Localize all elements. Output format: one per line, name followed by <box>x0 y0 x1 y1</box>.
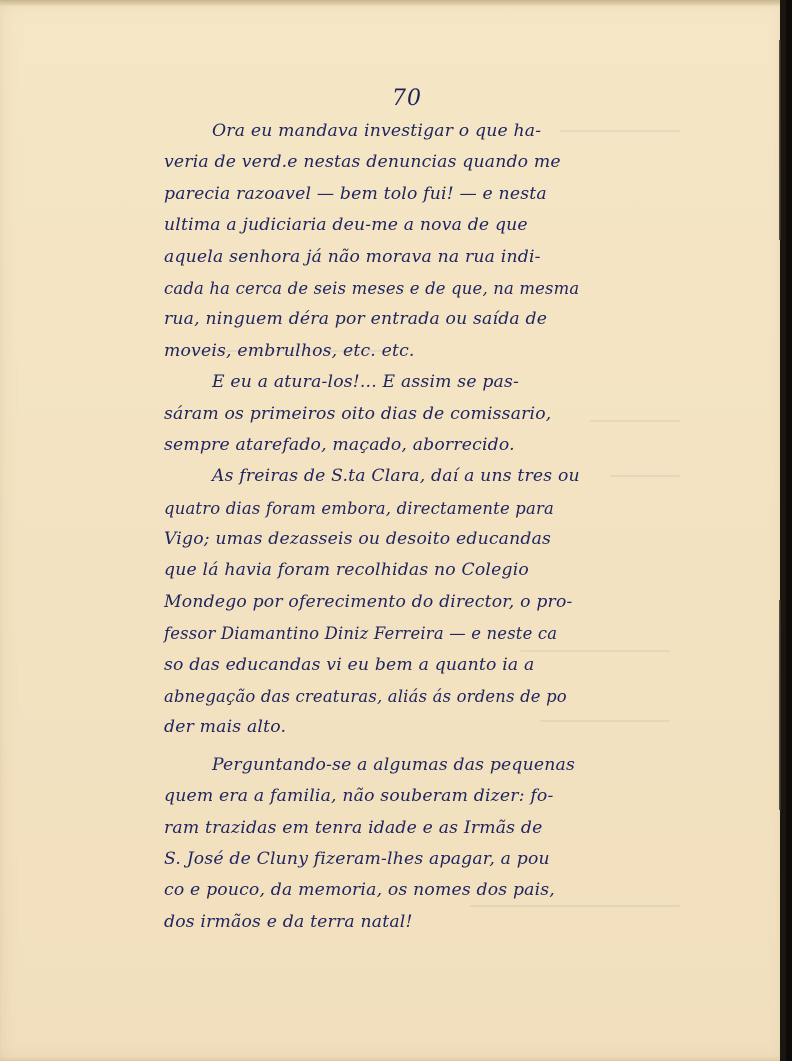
text-line: parecia razoavel — bem tolo fui! — e nesta <box>164 183 547 204</box>
text-line: E eu a atura-los!... E assim se pas- <box>212 372 520 393</box>
text-line: fessor Diamantino Diniz Ferreira — e neste ca <box>164 624 558 644</box>
text-line: S. José de Cluny fizeram-lhes apagar, a pou <box>164 848 550 869</box>
text-line: quatro dias foram embora, directamente para <box>164 498 554 518</box>
text-line: quem era a familia, não souberam dizer: fo- <box>164 786 554 807</box>
text-line: ultima a judiciaria deu-me a nova de que <box>164 215 528 236</box>
text-line: dos irmãos e da terra natal! <box>164 911 413 932</box>
text-line: Vigo; umas dezasseis ou desoito educandas <box>164 529 552 550</box>
text-line: sáram os primeiros oito dias de comissario, <box>164 403 552 424</box>
binding-mark-lower <box>779 600 781 810</box>
text-line: so das educandas vi eu bem a quanto ia a <box>164 654 535 675</box>
text-line: As freiras de S.ta Clara, daí a uns tres ou <box>212 466 580 487</box>
text-line: rua, ninguem déra por entrada ou saída de <box>164 309 548 330</box>
text-line: abnegação das creaturas, aliás ás ordens de po <box>164 687 567 707</box>
text-line: cada ha cerca de seis meses e de que, na mesma <box>164 278 580 298</box>
text-line: Mondego por oferecimento do director, o pro- <box>164 591 573 612</box>
text-line: der mais alto. <box>164 717 287 738</box>
text-line: sempre atarefado, maçado, aborrecido. <box>164 434 515 455</box>
handwritten-text <box>164 112 694 938</box>
text-line: Ora eu mandava investigar o que ha- <box>212 121 542 141</box>
text-line: que lá havia foram recolhidas no Colegio <box>164 560 529 581</box>
text-line: veria de verd.e nestas denuncias quando me <box>164 152 561 173</box>
text-line: moveis, embrulhos, etc. etc. <box>164 340 415 361</box>
text-line: co e pouco, da memoria, os nomes dos pais, <box>164 880 555 901</box>
page-number: 70 <box>392 86 422 111</box>
binding-mark-upper <box>779 40 781 240</box>
text-line: ram trazidas em tenra idade e as Irmãs de <box>164 817 543 838</box>
page-top-edge <box>0 0 786 6</box>
text-line: aquela senhora já não morava na rua indi- <box>164 246 541 267</box>
text-line: Perguntando-se a algumas das pequenas <box>212 754 575 775</box>
